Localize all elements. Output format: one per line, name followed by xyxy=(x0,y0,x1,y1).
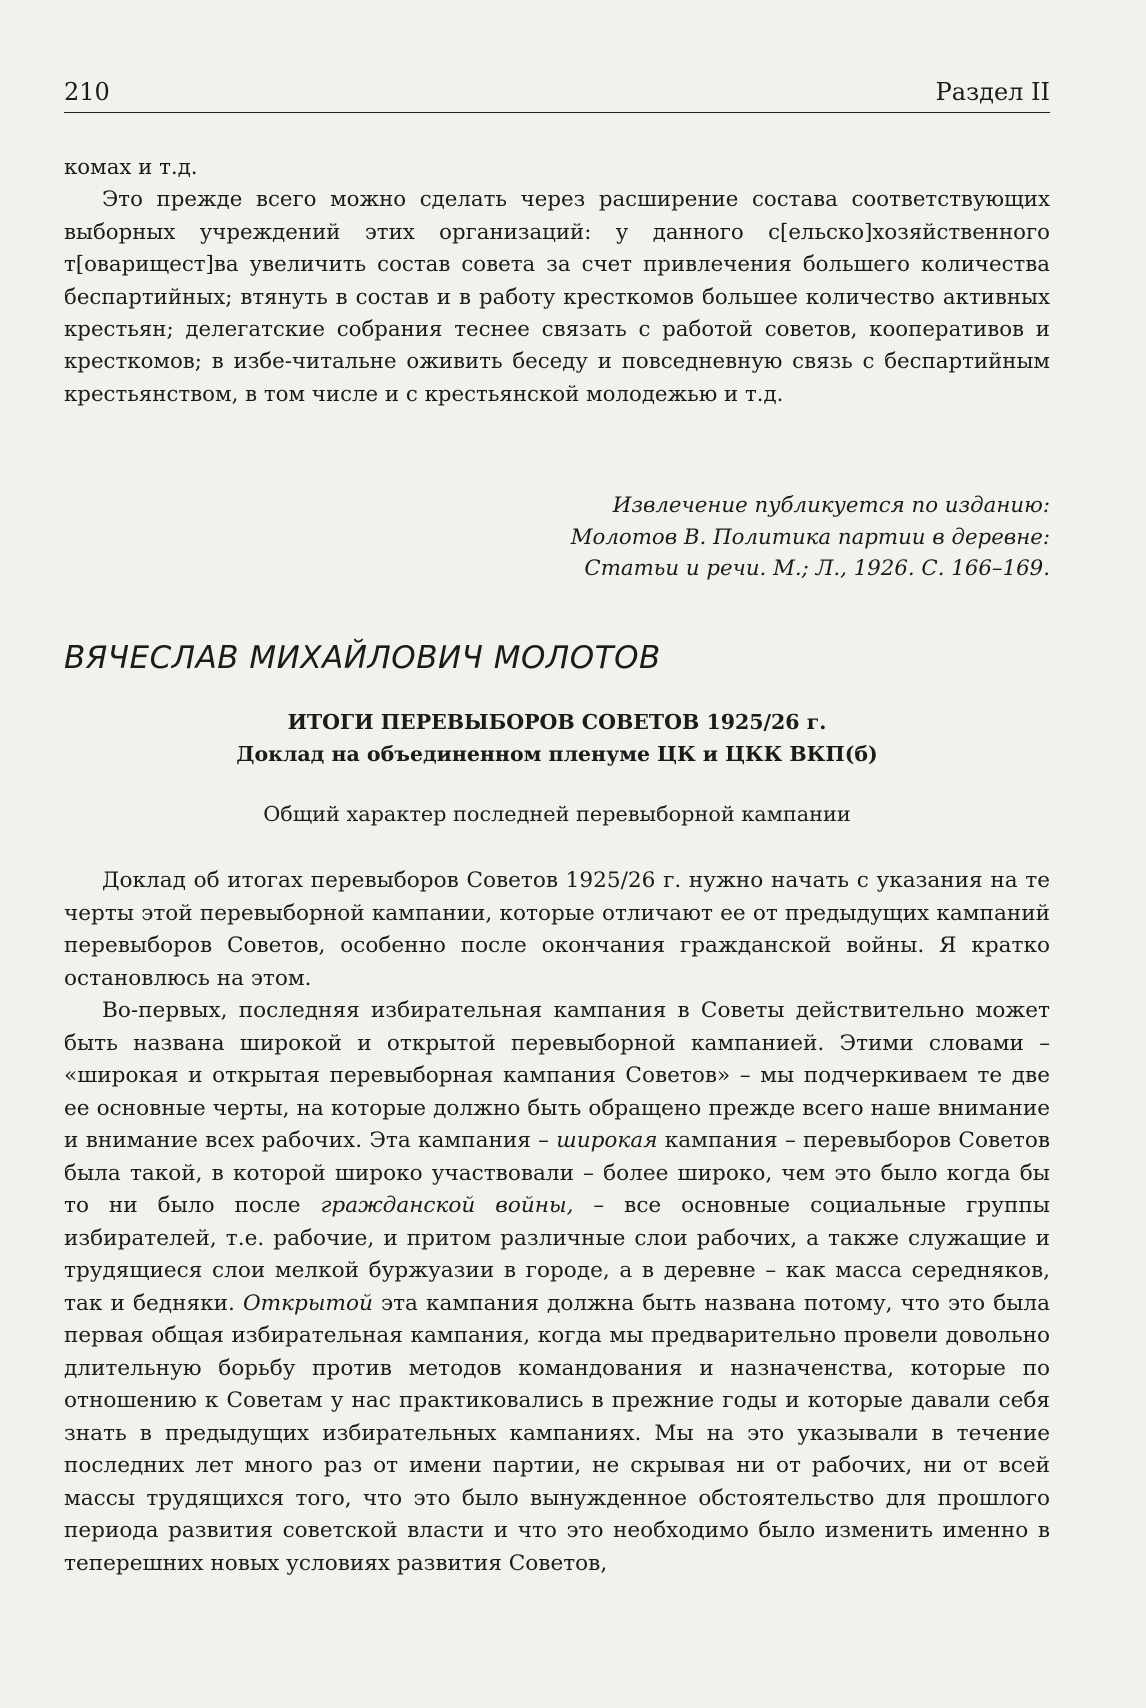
intro-text xyxy=(64,152,1050,411)
title-sub: Доклад на объединенном пленуме ЦК и ЦКК ВКП(б) xyxy=(236,742,878,766)
main-text xyxy=(64,865,1050,1580)
main-paragraph-1: Доклад об итогах перевыборов Советов 1925/26 г. нужно начать с указания на те черты этой перевыборной кампании, которые отличают ее от предыдущих кампаний перевыборов Советов, особенно после окончания гражданской войны. Я кратко остановлюсь на этом. xyxy=(64,868,1050,991)
p2-emphasis-2: гражданской войны, xyxy=(320,1193,574,1218)
intro-paragraph-1: комах и т.д. xyxy=(64,155,198,180)
p2-part-b: кампания – перевыборов Советов была такой, в которой широко участвовали – более широко, чем это было когда бы то ни было после xyxy=(64,1128,1050,1218)
citation-line-2: Молотов В. Политика партии в деревне: xyxy=(570,524,1050,550)
p2-emphasis-3: Открытой xyxy=(242,1290,373,1316)
intro-paragraph-2: Это прежде всего можно сделать через расширение состава соответствующих выборных учреждений этих организаций: у данного с[ельско]хозяйственного т[оварищест]ва увеличить состав совета за счет привлечения большего количества беспартийных; втянуть в состав и в работу кресткомов большее количество активных крестьян; делегатские собрания теснее связать с работой советов, кооперативов и кресткомов; в избе-читальне оживить беседу и повседневную связь с беспартийным крестьянством, в том числе и с крестьянской молодежью и т.д. xyxy=(64,187,1050,407)
p2-part-c: – все основные социальные группы избирателей, т.е. рабочие, и притом различные слои рабочих, а также служащие и трудящиеся слои мелкой буржуазии в городе, а в деревне – как масса середняков, так и бедняки. xyxy=(64,1193,1050,1316)
author-name: ВЯЧЕСЛАВ МИХАЙЛОВИЧ МОЛОТОВ xyxy=(64,640,661,676)
p2-part-d: эта кампания должна быть названа потому, что это была первая общая избирательная кампания, когда мы предварительно провели довольно длительную борьбу против методов командования и назначенства, которые по отношению к Советам у нас практиковались в прежние годы и которые давали себя знать в предыдущих избирательных кампаниях. Мы на это указывали в течение последних лет много раз от имени партии, не скрывая ни от рабочих, ни от всей массы трудящихся того, что это было вынужденное обстоятельство для прошлого периода развития советской власти и что это необходимо было изменить именно в теперешних новых условиях развития Советов, xyxy=(64,1290,1050,1576)
running-header xyxy=(64,78,1050,113)
section-label: Раздел II xyxy=(935,78,1050,106)
citation-line-3: Статьи и речи. М.; Л., 1926. С. 166–169. xyxy=(584,556,1050,581)
main-paragraph-2 xyxy=(64,995,1050,1580)
citation xyxy=(400,490,1050,585)
p2-part-a: Во-первых, последняя избирательная кампания в Советы действительно может быть названа широкой и открытой перевыборной кампанией. Этими словами – «широкая и открытая перевыборная кампания Советов» – мы подчеркиваем те две ее основные черты, на которые должно быть обращено прежде всего наше внимание и внимание всех рабочих. Эта кампания – xyxy=(64,998,1050,1153)
article-title xyxy=(64,706,1050,770)
subsection-heading: Общий характер последней перевыборной кампании xyxy=(263,802,851,826)
p2-emphasis-1: широкая xyxy=(556,1128,658,1153)
page-number: 210 xyxy=(64,78,110,106)
citation-line-1: Извлечение публикуется по изданию: xyxy=(612,493,1050,518)
title-main: ИТОГИ ПЕРЕВЫБОРОВ СОВЕТОВ 1925/26 г. xyxy=(287,710,827,734)
